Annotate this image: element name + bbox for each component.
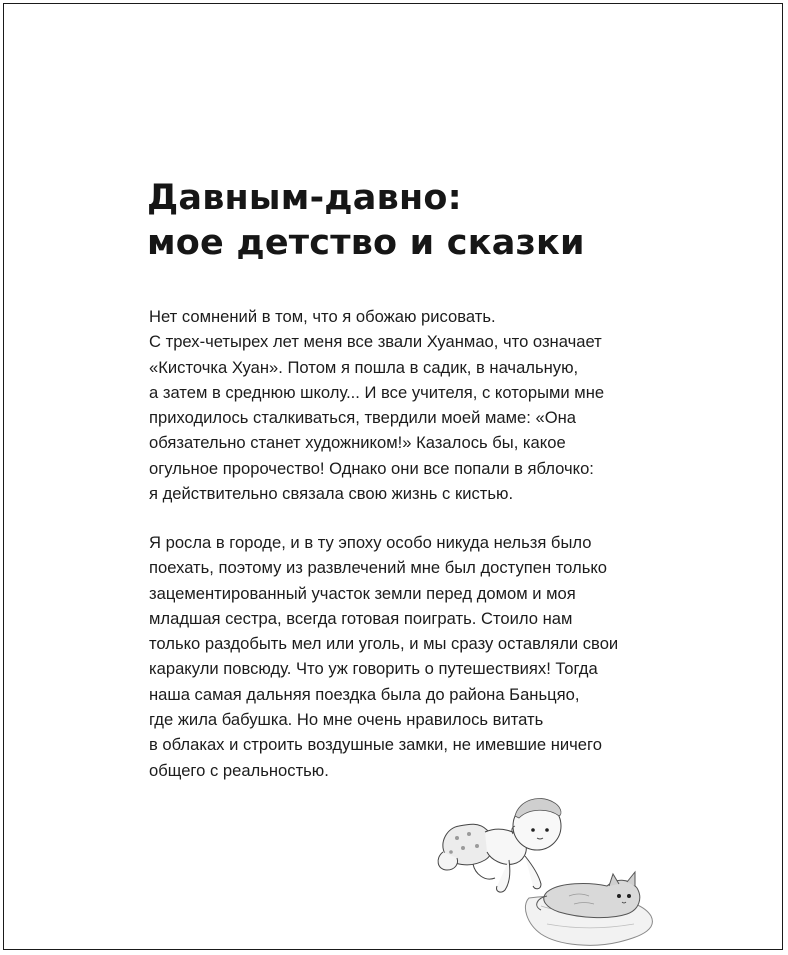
text-line: огульное пророчество! Однако они все попали в яблочко: bbox=[149, 458, 594, 478]
book-page bbox=[3, 3, 783, 950]
text-line: а затем в среднюю школу... И все учителя, с которыми мне bbox=[149, 382, 605, 402]
text-line: наша самая дальняя поездка была до района Баньцяо, bbox=[149, 684, 580, 704]
text-line: обязательно станет художником!» Казалось бы, какое bbox=[149, 433, 566, 453]
text-line: «Кисточка Хуан». Потом я пошла в садик, в начальную, bbox=[149, 357, 579, 377]
baby-figure bbox=[438, 798, 561, 892]
text-line: где жила бабушка. Но мне очень нравилось витать bbox=[149, 710, 544, 730]
baby-and-cat-illustration bbox=[429, 786, 664, 951]
text-line: С трех-четырех лет меня все звали Хуанмао, что означает bbox=[149, 332, 602, 352]
text-line: я действительно связала свою жизнь с кистью. bbox=[149, 484, 514, 504]
text-line: Нет сомнений в том, что я обожаю рисовать. bbox=[149, 307, 496, 326]
paragraph-2 bbox=[149, 530, 618, 783]
text-line: поехать, поэтому из развлечений мне был доступен только bbox=[149, 558, 608, 578]
text-line: каракули повсюду. Что уж говорить о путешествиях! Тогда bbox=[149, 659, 598, 679]
chapter-heading bbox=[147, 176, 585, 266]
text-line: общего с реальностью. bbox=[149, 760, 329, 780]
text-line: только раздобыть мел или уголь, и мы сразу оставляли свои bbox=[149, 634, 619, 654]
heading-line: мое детство и сказки bbox=[147, 223, 585, 263]
paragraph-1 bbox=[149, 304, 604, 506]
text-line: приходилось сталкиваться, твердили моей маме: «Она bbox=[149, 408, 577, 428]
heading-line: Давным-давно: bbox=[147, 178, 462, 218]
text-line: в облаках и строить воздушные замки, не имевшие ничего bbox=[149, 735, 602, 755]
text-line: младшая сестра, всегда готовая поиграть. Стоило нам bbox=[149, 608, 573, 628]
text-line: Я росла в городе, и в ту эпоху особо никуда нельзя было bbox=[149, 533, 592, 552]
text-line: зацементированный участок земли перед домом и моя bbox=[149, 583, 576, 603]
